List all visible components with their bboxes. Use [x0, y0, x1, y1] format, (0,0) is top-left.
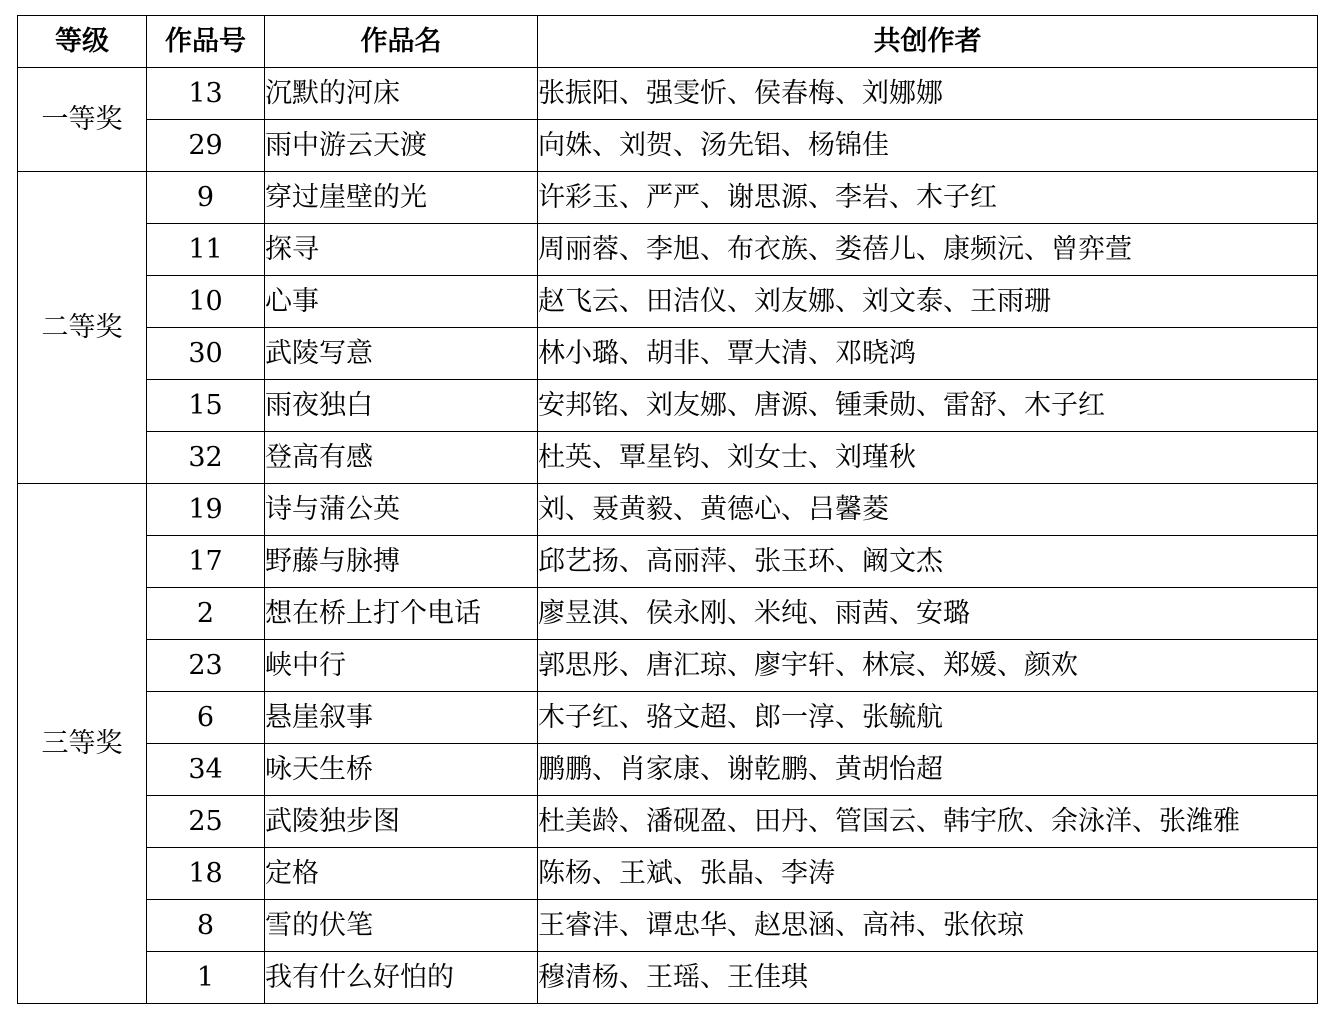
- work-authors: 林小璐、胡非、覃大清、邓晓鸿: [538, 328, 1318, 380]
- work-title: 悬崖叙事: [265, 692, 538, 744]
- award-level-second: 二等奖: [18, 172, 147, 484]
- work-authors: 郭思彤、唐汇琼、廖宇轩、林宸、郑媛、颜欢: [538, 640, 1318, 692]
- work-authors: 张振阳、强雯忻、侯春梅、刘娜娜: [538, 68, 1318, 120]
- work-authors: 廖昱淇、侯永刚、米纯、雨茜、安璐: [538, 588, 1318, 640]
- work-number: 34: [147, 744, 265, 796]
- awards-table: [17, 15, 1318, 1004]
- table-row: [18, 640, 1318, 692]
- work-title: 想在桥上打个电话: [265, 588, 538, 640]
- table-row: [18, 432, 1318, 484]
- table-row: [18, 380, 1318, 432]
- work-authors: 向姝、刘贺、汤先铝、杨锦佳: [538, 120, 1318, 172]
- award-level-first: 一等奖: [18, 68, 147, 172]
- table-row: [18, 536, 1318, 588]
- work-authors: 木子红、骆文超、郎一淳、张毓航: [538, 692, 1318, 744]
- work-title: 雨夜独白: [265, 380, 538, 432]
- work-number: 29: [147, 120, 265, 172]
- work-number: 2: [147, 588, 265, 640]
- work-authors: 杜美龄、潘砚盈、田丹、管国云、韩宇欣、余泳洋、张潍雅: [538, 796, 1318, 848]
- work-authors: 陈杨、王斌、张晶、李涛: [538, 848, 1318, 900]
- table-row: [18, 692, 1318, 744]
- work-number: 11: [147, 224, 265, 276]
- table-row: [18, 484, 1318, 536]
- work-number: 10: [147, 276, 265, 328]
- work-number: 32: [147, 432, 265, 484]
- table-row: [18, 224, 1318, 276]
- work-authors: 鹏鹏、肖家康、谢乾鹏、黄胡怡超: [538, 744, 1318, 796]
- table-row: [18, 588, 1318, 640]
- table-row: [18, 172, 1318, 224]
- work-number: 25: [147, 796, 265, 848]
- header-level: 等级: [18, 16, 147, 68]
- work-number: 18: [147, 848, 265, 900]
- work-title: 诗与蒲公英: [265, 484, 538, 536]
- work-title: 登高有感: [265, 432, 538, 484]
- work-number: 23: [147, 640, 265, 692]
- work-title: 咏天生桥: [265, 744, 538, 796]
- work-title: 雨中游云天渡: [265, 120, 538, 172]
- work-title: 武陵写意: [265, 328, 538, 380]
- work-number: 19: [147, 484, 265, 536]
- work-number: 9: [147, 172, 265, 224]
- work-title: 我有什么好怕的: [265, 952, 538, 1004]
- work-number: 15: [147, 380, 265, 432]
- work-number: 1: [147, 952, 265, 1004]
- work-number: 17: [147, 536, 265, 588]
- table-row: [18, 276, 1318, 328]
- header-title: 作品名: [265, 16, 538, 68]
- table-header: [18, 16, 1318, 68]
- work-authors: 邱艺扬、高丽萍、张玉环、阚文杰: [538, 536, 1318, 588]
- header-authors: 共创作者: [538, 16, 1318, 68]
- table-row: [18, 952, 1318, 1004]
- work-authors: 刘、聂黄毅、黄德心、吕馨菱: [538, 484, 1318, 536]
- work-title: 穿过崖壁的光: [265, 172, 538, 224]
- work-title: 定格: [265, 848, 538, 900]
- work-title: 武陵独步图: [265, 796, 538, 848]
- table-row: [18, 796, 1318, 848]
- table-row: [18, 848, 1318, 900]
- work-authors: 杜英、覃星钧、刘女士、刘瑾秋: [538, 432, 1318, 484]
- work-title: 雪的伏笔: [265, 900, 538, 952]
- work-authors: 穆清杨、王瑶、王佳琪: [538, 952, 1318, 1004]
- table-body: [18, 68, 1318, 1004]
- work-authors: 王睿沣、谭忠华、赵思涵、高祎、张依琼: [538, 900, 1318, 952]
- award-level-third: 三等奖: [18, 484, 147, 1004]
- table-row: [18, 328, 1318, 380]
- table-row: [18, 68, 1318, 120]
- work-authors: 许彩玉、严严、谢思源、李岩、木子红: [538, 172, 1318, 224]
- table-row: [18, 744, 1318, 796]
- header-row: [18, 16, 1318, 68]
- work-title: 峡中行: [265, 640, 538, 692]
- header-number: 作品号: [147, 16, 265, 68]
- work-authors: 周丽蓉、李旭、布衣族、娄蓓儿、康频沅、曾弈萱: [538, 224, 1318, 276]
- table-row: [18, 900, 1318, 952]
- work-title: 沉默的河床: [265, 68, 538, 120]
- work-number: 6: [147, 692, 265, 744]
- work-authors: 赵飞云、田洁仪、刘友娜、刘文泰、王雨珊: [538, 276, 1318, 328]
- work-title: 探寻: [265, 224, 538, 276]
- work-title: 心事: [265, 276, 538, 328]
- work-title: 野藤与脉搏: [265, 536, 538, 588]
- work-number: 8: [147, 900, 265, 952]
- work-number: 30: [147, 328, 265, 380]
- work-authors: 安邦铭、刘友娜、唐源、锺秉勋、雷舒、木子红: [538, 380, 1318, 432]
- table-row: [18, 120, 1318, 172]
- work-number: 13: [147, 68, 265, 120]
